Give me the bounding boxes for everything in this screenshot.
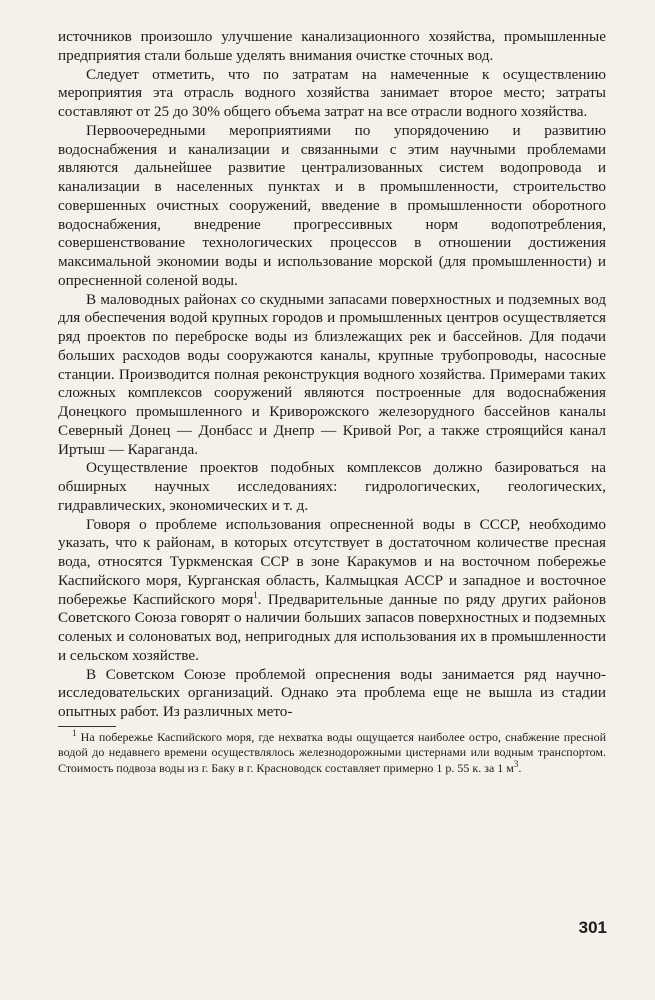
paragraph-6-text: Говоря о проблеме использования опресненной воды в СССР, необходимо указать, что к районам, в которых отсутствует в достаточном количестве пресная вода, относятся Туркменская ССР в зоне Каракумов и на восточном побережье Каспийского моря, Курганская область, Калмыцкая АССР и западное и восточное побережье Каспийского моря — [58, 515, 606, 608]
paragraph-4: В маловодных районах со скудными запасами поверхностных и подземных вод для обеспечения водой крупных городов и промышленных центров осуществляется ряд проектов по переброске воды из близлежащих рек и бассейнов. Для подачи больших расходов воды сооружаются каналы, крупные трубопроводы, насосные станции. Производится полная реконструкция водного хозяйства. Примерами таких сложных комплексов сооружений являются построенные для водоснабжения Донецкого промышленного и Криворожского железорудного бассейнов каналы Северный Донец — Донбасс и Днепр — Кривой Рог, а также строящийся канал Иртыш — Караганда. — [58, 290, 606, 458]
footnote-reference-period: . — [257, 590, 262, 608]
footnote-text: На побережье Каспийского моря, где нехватка воды ощущается наиболее остро, снабжение пресной водой до недавнего времени осуществлялось железнодорожными цистернами или водным транспортом. Стоимость подвоза воды из г. Баку в г. Красноводск составляет примерно 1 р. 55 к. за 1 м — [58, 729, 607, 775]
footnote — [58, 727, 607, 777]
paragraph-6 — [58, 516, 606, 666]
footnote-end: . — [518, 760, 522, 775]
paragraph-7: В Советском Союзе проблемой опреснения воды занимается ряд научно-исследовательских организаций. Однако эта проблема еще не вышла из стадии опытных работ. Из различных мето- — [58, 665, 606, 720]
paragraph-6-continuation: Предварительные данные по ряду других районов Советского Союза говорят о наличии больших запасов поверхностных и подземных соленых и солоноватых вод, непригодных для использования их в промышленности и сельском хозяйстве. — [58, 590, 606, 664]
paragraph-1: источников произошло улучшение канализационного хозяйства, промышленные предприятия стали больше уделять внимания очистке сточных вод. — [58, 28, 606, 64]
footnote-divider — [58, 726, 116, 727]
paragraph-5: Осуществление проектов подобных комплексов должно базироваться на обширных научных исследованиях: гидрологических, геологических, гидравлических, экономических и т. д. — [58, 459, 606, 514]
paragraph-3: Первоочередными мероприятиями по упорядочению и развитию водоснабжения и канализации и связанными с этим научными проблемами являются дальнейшее развитие централизованных систем водопровода и канализации в населенных пунктах и в промышленности, строительство совершенных очистных сооружений, введение в промышленности оборотного водоснабжения, внедрение прогрессивных норм водопотребления, совершенствование технологических процессов в отношении достижения максимальной экономии воды и использование морской (для промышленности) и опресненной соленой воды. — [58, 121, 606, 289]
footnote-reference: 1 — [253, 589, 258, 600]
footnote-unit-exponent: 3 — [513, 758, 519, 769]
page-body — [58, 28, 606, 776]
paragraph-2: Следует отметить, что по затратам на намеченные к осуществлению мероприятия эта отрасль водного хозяйства занимает второе место; затраты составляют от 25 до 30% общего объема затрат на все отрасли водного хозяйства. — [58, 65, 606, 120]
page-number: 301 — [578, 918, 607, 937]
footnote-marker: 1 — [72, 727, 77, 738]
